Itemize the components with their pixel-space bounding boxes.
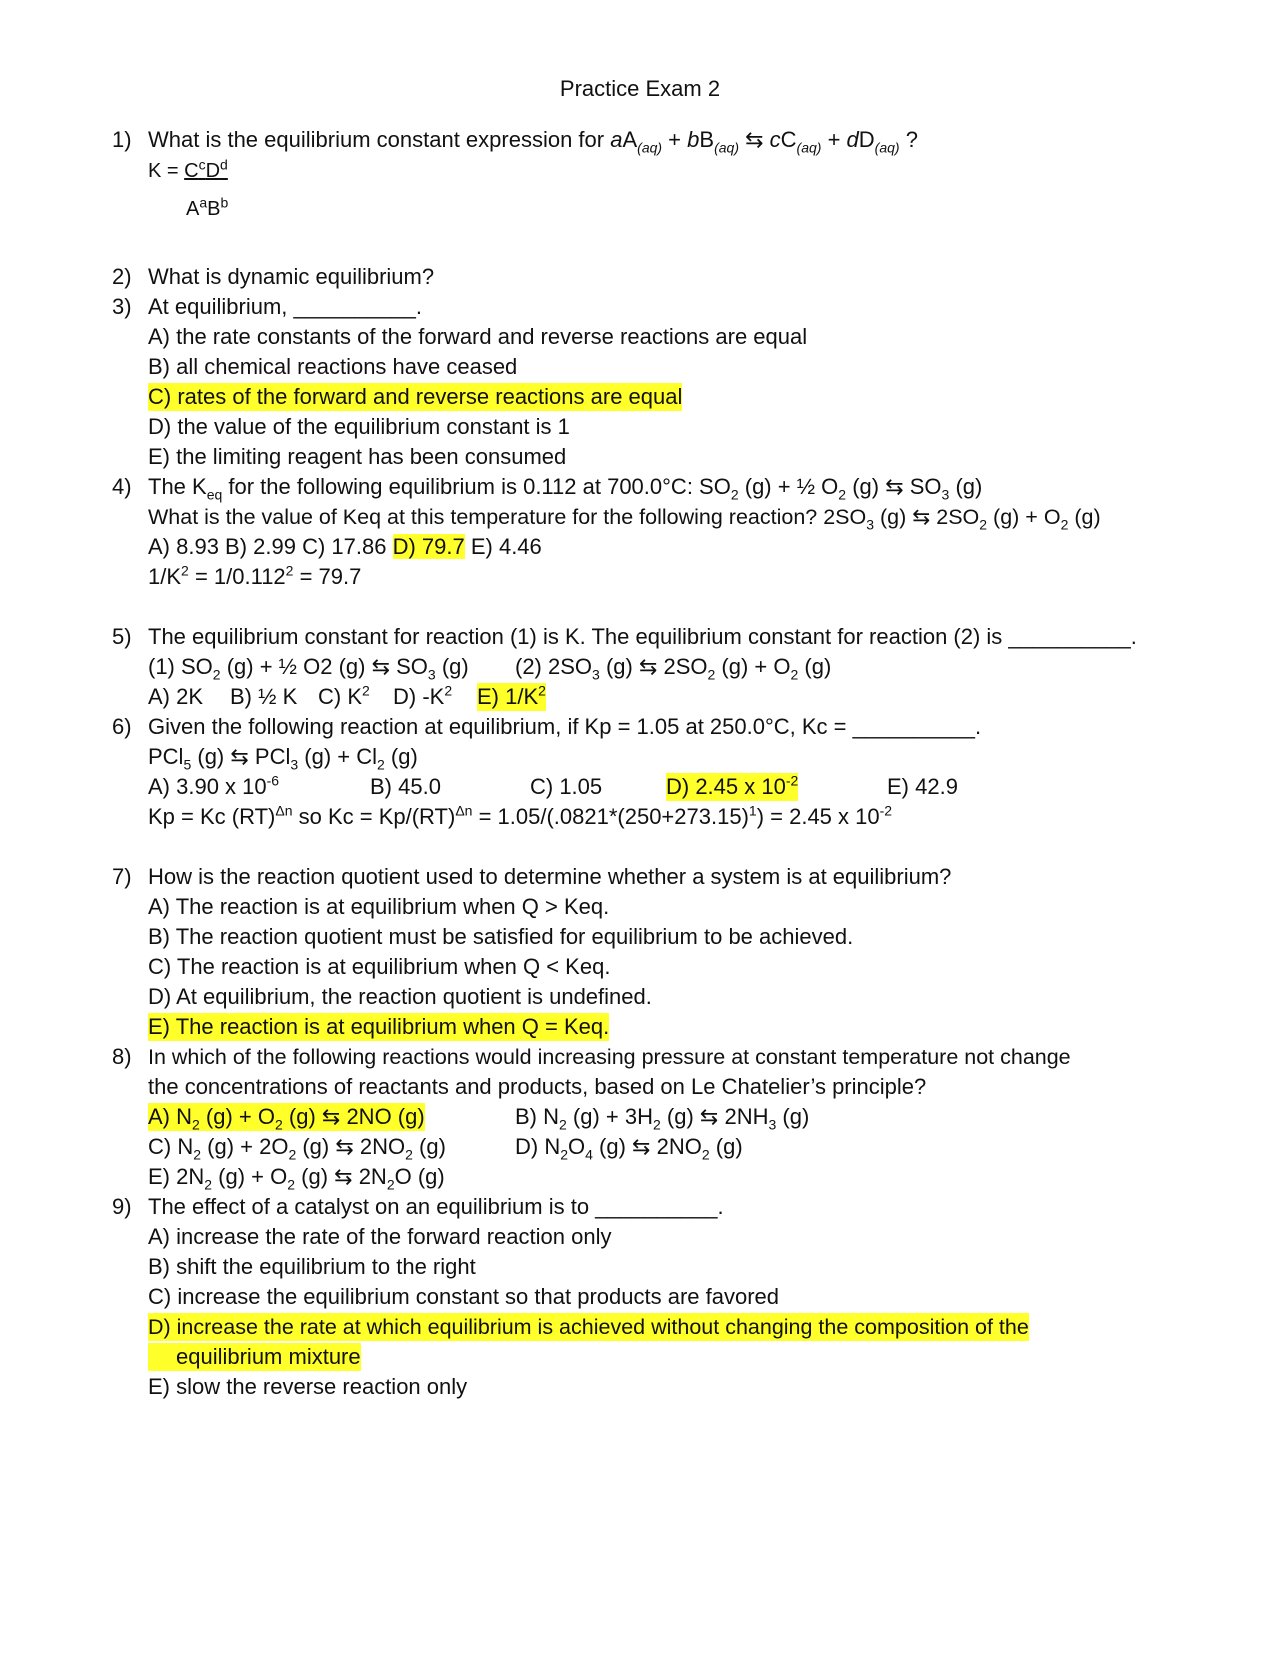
option-correct-highlighted: E) $1/K^2$ <box>477 682 546 709</box>
question-8-text: In which of the following reactions would increasing pressure at constant temperature not change <box>148 1045 1071 1069</box>
question-6-reaction: PCl$_5$ (g) ⇆ PCl$_3$ $(g) + Cl_2$ (g) <box>148 744 418 773</box>
question-6-option-a: A) 3.90 x $10^{-6}$ <box>148 772 280 799</box>
option: A) increase the rate of the forward reaction only <box>148 1224 612 1249</box>
option-correct-highlighted-continued: equilibrium mixture <box>148 1343 361 1371</box>
question-8-option-b: B) $N_2$ $(g) + 3H_2$ (g) ⇆ $2NH_3$ (g) <box>515 1104 810 1133</box>
question-5-option-c: C) $K^2$ <box>318 682 370 709</box>
option: D) the value of the equilibrium constant is 1 <box>148 414 570 439</box>
question-6-option-b: B) 45.0 <box>370 774 441 799</box>
question-2-text: What is dynamic equilibrium? <box>148 264 435 289</box>
option: A) The reaction is at equilibrium when Q > Keq. <box>148 894 610 919</box>
question-6-text: Given the following reaction at equilibrium, if Kp = 1.05 at 250.0°C, Kc = __________. <box>148 714 982 739</box>
question-number: 3) <box>112 294 132 319</box>
question-number: 4) <box>112 474 132 499</box>
question-8-text-2: the concentrations of reactants and products, based on Le Chatelier’s principle? <box>148 1074 927 1099</box>
question-3-text: At equilibrium, __________. <box>148 294 422 319</box>
question-number: 7) <box>112 864 132 889</box>
equilibrium-expression-denominator: $A^aB^b$ <box>186 194 229 220</box>
question-5-option-d: D) $-K^2$ <box>393 682 453 709</box>
question-5-option-b: B) ½ K <box>230 684 298 709</box>
option: B) The reaction quotient must be satisfied for equilibrium to be achieved. <box>148 924 854 949</box>
question-4-options: A) 8.93 B) 2.99 C) 17.86 D) 79.7 E) 4.46 <box>148 534 542 559</box>
question-number: 5) <box>112 624 132 649</box>
question-6-calculation: Kp = Kc (RT)$^{\Delta n}$ so $Kc = Kp/(RT)^{\Delta n} = 1.05/(.0821*(250+273.15)^1) = 2.45$ x $10^{-2}$ <box>148 802 893 829</box>
question-7-text: How is the reaction quotient used to determine whether a system is at equilibrium? <box>148 864 952 889</box>
option-correct-highlighted: C) rates of the forward and reverse reactions are equal <box>148 384 683 409</box>
question-4-calculation: $1/K^2 = 1/0.112^2 = 79.7$ <box>148 562 362 589</box>
question-5-option-a: A) 2K <box>148 684 204 709</box>
question-number: 6) <box>112 714 132 739</box>
option: B) shift the equilibrium to the right <box>148 1254 476 1279</box>
option-correct-highlighted: D) increase the rate at which equilibrium is achieved without changing the composition of the <box>148 1315 1029 1339</box>
question-number: 8) <box>112 1044 132 1069</box>
question-4-text-2: What is the value of Keq at this temperature for the following reaction? $2SO_3$ (g) ⇆ $2SO_2$ $(g) + O_2$ (g) <box>148 505 1101 533</box>
question-6-option-c: C) 1.05 <box>530 774 603 799</box>
reaction-1: (1) $SO_2$ (g) + ½ O2 (g) ⇆ $SO_3$ (g) <box>148 654 469 683</box>
question-1-text: What is the equilibrium constant expression for $aA_{(aq)} + bB_{(aq)}$ ⇆ $cC_{(aq)} + dD_{(aq)}$ ? <box>148 127 918 156</box>
option-correct-highlighted: A) $N_2$ $(g) + O_2$ (g) ⇆ 2NO (g) <box>148 1104 425 1133</box>
option: C) The reaction is at equilibrium when Q < Keq. <box>148 954 611 979</box>
question-8-option-c: C) $N_2$ $(g) + 2O_2$ (g) ⇆ $2NO_2$ (g) <box>148 1134 446 1163</box>
option: D) At equilibrium, the reaction quotient is undefined. <box>148 984 652 1009</box>
question-9-text: The effect of a catalyst on an equilibrium is to __________. <box>148 1194 724 1219</box>
option-correct-highlighted: E) The reaction is at equilibrium when Q = Keq. <box>148 1014 610 1039</box>
page-title: Practice Exam 2 <box>559 76 721 101</box>
question-5-text: The equilibrium constant for reaction (1) is K. The equilibrium constant for reaction (2) is __________. <box>148 624 1137 649</box>
question-number: 9) <box>112 1194 132 1219</box>
question-8-option-d: D) $N_2O_4$ (g) ⇆ $2NO_2$ (g) <box>515 1134 743 1163</box>
reaction-2: (2) $2SO_3$ (g) ⇆ $2SO_2$ $(g) + O_2$ (g) <box>515 654 832 683</box>
option-correct-highlighted: D) 79.7 <box>392 534 465 559</box>
question-6-option-e: E) 42.9 <box>887 774 958 799</box>
option: C) increase the equilibrium constant so that products are favored <box>148 1284 779 1309</box>
question-4-text: The $K_{eq}$ for the following equilibrium is 0.112 at 700.0°C: $SO_2$ (g) + ½ $O_2$ (g) ⇆ $SO_3$ (g) <box>148 474 983 503</box>
question-number: 1) <box>112 127 132 152</box>
option: B) all chemical reactions have ceased <box>148 354 518 379</box>
option: A) the rate constants of the forward and reverse reactions are equal <box>148 324 808 349</box>
equilibrium-expression-numerator: $K = C^cD^d$ <box>148 156 228 182</box>
question-number: 2) <box>112 264 132 289</box>
option: E) slow the reverse reaction only <box>148 1374 468 1399</box>
option: E) the limiting reagent has been consumed <box>148 444 567 469</box>
option-correct-highlighted: D) 2.45 x $10^{-2}$ <box>666 772 799 799</box>
question-8-option-e: E) $2N_2$ $(g) + O_2$ (g) ⇆ $2N_2O$ (g) <box>148 1164 445 1193</box>
